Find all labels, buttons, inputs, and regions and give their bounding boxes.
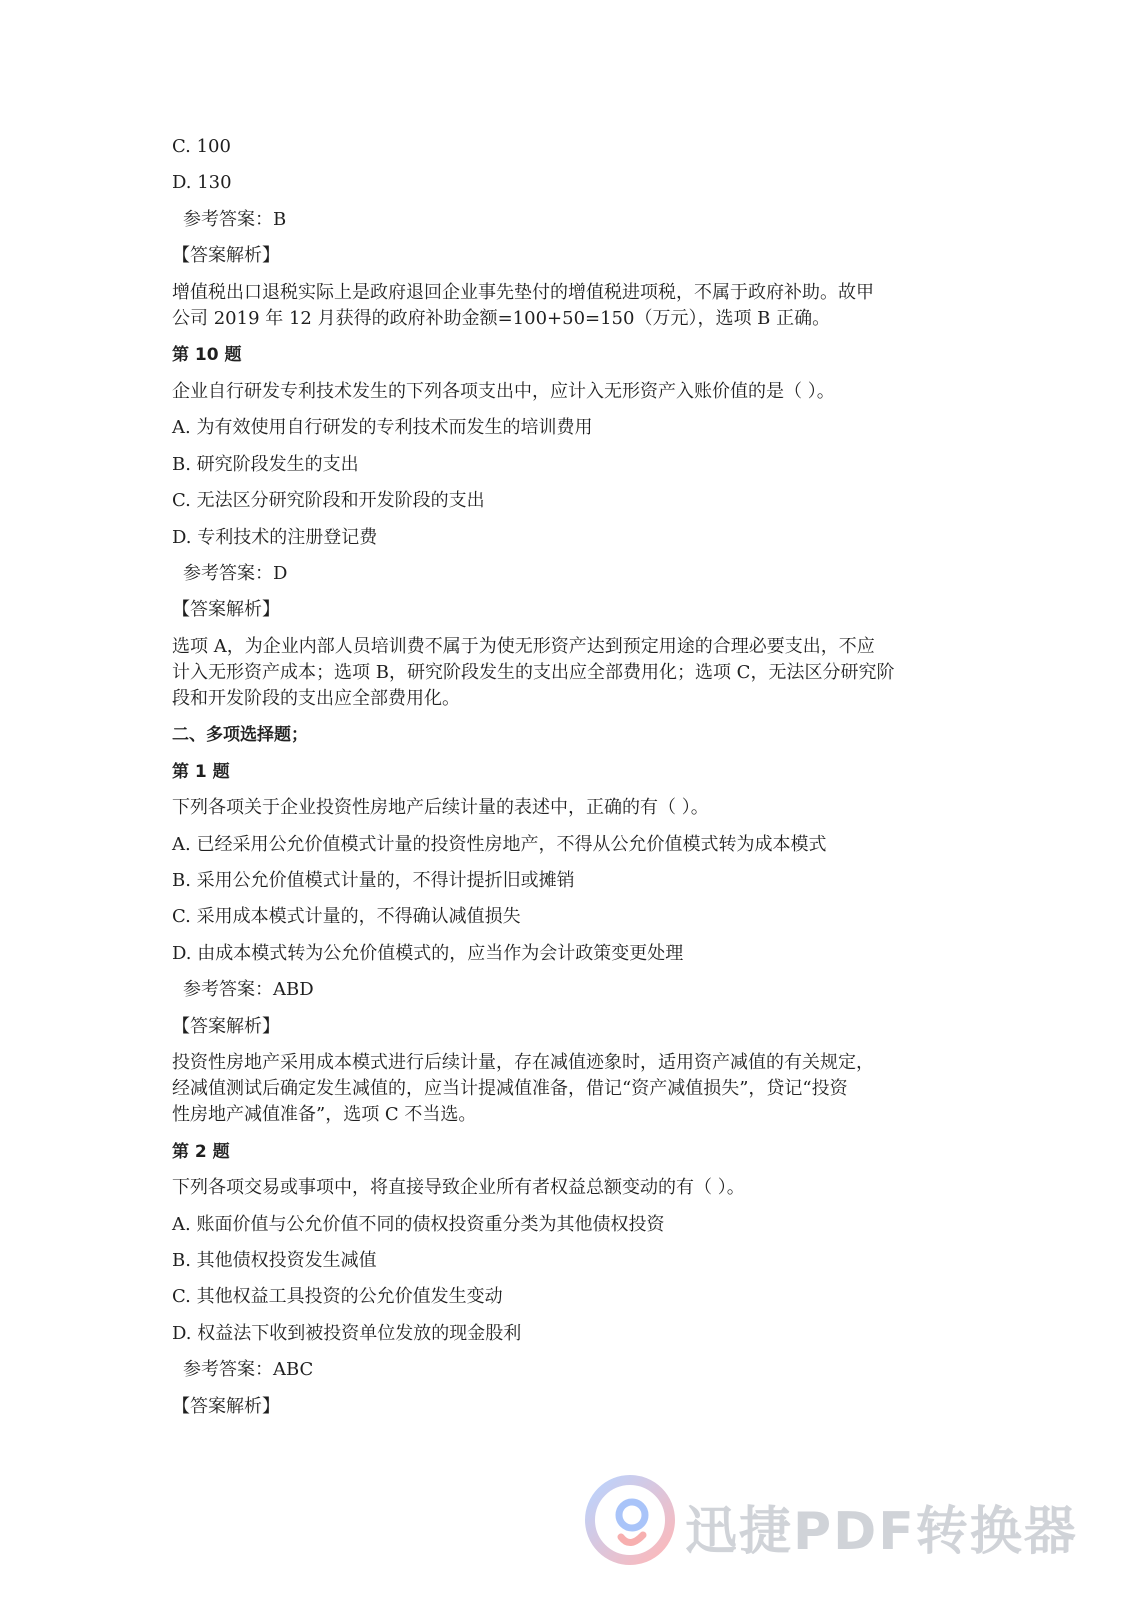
q10-analysis-heading: 【答案解析】 (172, 599, 280, 620)
mq1-analysis-line-1: 投资性房地产采用成本模式进行后续计量，存在减值迹象时，适用资产减值的有关规定， (172, 1052, 874, 1073)
mq2-option-d: D. 权益法下收到被投资单位发放的现金股利 (172, 1323, 522, 1344)
mq1-option-c: C. 采用成本模式计量的，不得确认减值损失 (172, 906, 521, 927)
mq2-answer: 参考答案：ABC (183, 1359, 314, 1380)
mq1-analysis-line-3: 性房地产减值准备”，选项 C 不当选。 (172, 1104, 477, 1125)
mq2-option-c: C. 其他权益工具投资的公允价值发生变动 (172, 1286, 503, 1307)
q10-analysis-line-1: 选项 A，为企业内部人员培训费不属于为使无形资产达到预定用途的合理必要支出，不应 (172, 636, 875, 657)
mq1-option-b: B. 采用公允价值模式计量的，不得计提折旧或摊销 (172, 870, 575, 891)
q10-option-b: B. 研究阶段发生的支出 (172, 454, 359, 475)
q9-analysis-line-2: 公司 2019 年 12 月获得的政府补助金额=100+50=150（万元），选项 B 正确。 (172, 308, 831, 329)
mq2-option-b: B. 其他债权投资发生减值 (172, 1250, 377, 1271)
q9-option-d: D. 130 (172, 172, 232, 193)
q9-analysis-line-1: 增值税出口退税实际上是政府退回企业事先垫付的增值税进项税，不属于政府补助。故甲 (172, 282, 874, 303)
mq2-analysis-heading: 【答案解析】 (172, 1396, 280, 1417)
q10-option-c: C. 无法区分研究阶段和开发阶段的支出 (172, 490, 485, 511)
mq1-option-d: D. 由成本模式转为公允价值模式的，应当作为会计政策变更处理 (172, 943, 684, 964)
watermark-text: 迅捷PDF转换器 (685, 1502, 1078, 1562)
q10-analysis-line-2: 计入无形资产成本；选项 B，研究阶段发生的支出应全部费用化；选项 C，无法区分研究阶 (172, 662, 895, 683)
watermark (585, 1475, 1105, 1565)
xunjie-logo-icon (585, 1475, 675, 1565)
mq1-stem: 下列各项关于企业投资性房地产后续计量的表述中，正确的有（ ）。 (172, 797, 709, 818)
mq2-stem: 下列各项交易或事项中，将直接导致企业所有者权益总额变动的有（ ）。 (172, 1177, 745, 1198)
q10-title: 第 10 题 (172, 345, 242, 365)
q10-stem: 企业自行研发专利技术发生的下列各项支出中，应计入无形资产入账价值的是（ ）。 (172, 381, 835, 402)
mq1-answer: 参考答案：ABD (183, 979, 314, 1000)
mq1-analysis-heading: 【答案解析】 (172, 1016, 280, 1037)
q9-analysis-heading: 【答案解析】 (172, 245, 280, 266)
mq1-title: 第 1 题 (172, 762, 230, 782)
mq1-analysis-line-2: 经减值测试后确定发生减值的，应当计提减值准备，借记“资产减值损失”，贷记“投资 (172, 1078, 848, 1099)
mq2-title: 第 2 题 (172, 1142, 230, 1162)
q10-analysis-line-3: 段和开发阶段的支出应全部费用化。 (172, 688, 460, 709)
section-2-title: 二、多项选择题； (172, 725, 308, 745)
q10-option-a: A. 为有效使用自行研发的专利技术而发生的培训费用 (172, 417, 593, 438)
mq1-option-a: A. 已经采用公允价值模式计量的投资性房地产，不得从公允价值模式转为成本模式 (172, 834, 827, 855)
q9-answer: 参考答案：B (183, 209, 287, 230)
q10-option-d: D. 专利技术的注册登记费 (172, 527, 378, 548)
mq2-option-a: A. 账面价值与公允价值不同的债权投资重分类为其他债权投资 (172, 1214, 665, 1235)
q10-answer: 参考答案：D (183, 563, 288, 584)
q9-option-c: C. 100 (172, 136, 231, 157)
